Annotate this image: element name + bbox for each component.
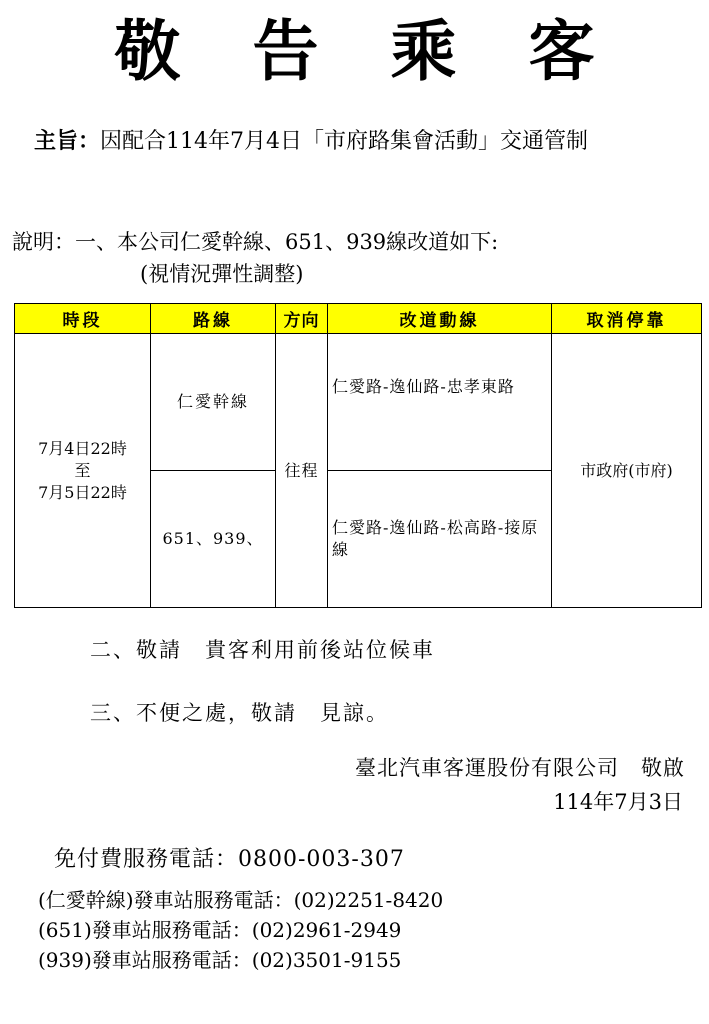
subject-label: 主旨： xyxy=(34,128,101,154)
header-cancel-stop: 取消停靠 xyxy=(552,304,702,334)
period-start: 7月4日22時 xyxy=(38,438,127,458)
notice-item-3: 三、不便之處，敬請 見諒。 xyxy=(90,701,389,725)
contact-line: (仁愛幹線)發車站服務電話：(02)2251-8420 xyxy=(38,888,444,912)
table-header-row xyxy=(15,304,702,334)
detour-cell: 仁愛路-逸仙路-松高路-接原線 xyxy=(328,471,552,608)
route-cell: 651、939、 xyxy=(151,471,276,608)
period-cell xyxy=(15,334,151,608)
period-to: 至 xyxy=(74,460,91,480)
header-direction: 方向 xyxy=(276,304,328,334)
title-char-4: 客 xyxy=(528,12,595,90)
title-char-3: 乘 xyxy=(390,12,457,90)
contact-line: (651)發車站服務電話：(02)2961-2949 xyxy=(38,918,402,942)
title-char-1: 敬 xyxy=(114,12,181,90)
detour-cell: 仁愛路-逸仙路-忠孝東路 xyxy=(328,334,552,471)
header-period: 時段 xyxy=(15,304,151,334)
subject-line xyxy=(34,124,588,155)
description-line-2: (視情況彈性調整) xyxy=(140,262,304,286)
header-detour: 改道動線 xyxy=(328,304,552,334)
period-end: 7月5日22時 xyxy=(38,482,127,502)
route-cell: 仁愛幹線 xyxy=(151,334,276,471)
notice-item-2: 二、敬請 貴客利用前後站位候車 xyxy=(90,638,435,662)
table-row xyxy=(15,334,702,471)
contact-line: (939)發車站服務電話：(02)3501-9155 xyxy=(38,948,402,972)
direction-cell: 往程 xyxy=(276,334,328,608)
description-line-1: 說明：一、本公司仁愛幹線、651、939線改道如下: xyxy=(12,230,499,254)
subject-text: 因配合114年7月4日「市府路集會活動」交通管制 xyxy=(100,129,589,154)
title-char-2: 告 xyxy=(252,12,319,90)
notice-date: 114年7月3日 xyxy=(553,790,683,814)
detour-table xyxy=(14,303,702,608)
notice-title xyxy=(0,12,709,90)
cancel-stop-cell: 市政府(市府) xyxy=(552,334,702,608)
toll-free-hotline: 免付費服務電話：0800-003-307 xyxy=(54,847,405,872)
header-route: 路線 xyxy=(151,304,276,334)
company-signature: 臺北汽車客運股份有限公司 敬啟 xyxy=(355,756,685,780)
